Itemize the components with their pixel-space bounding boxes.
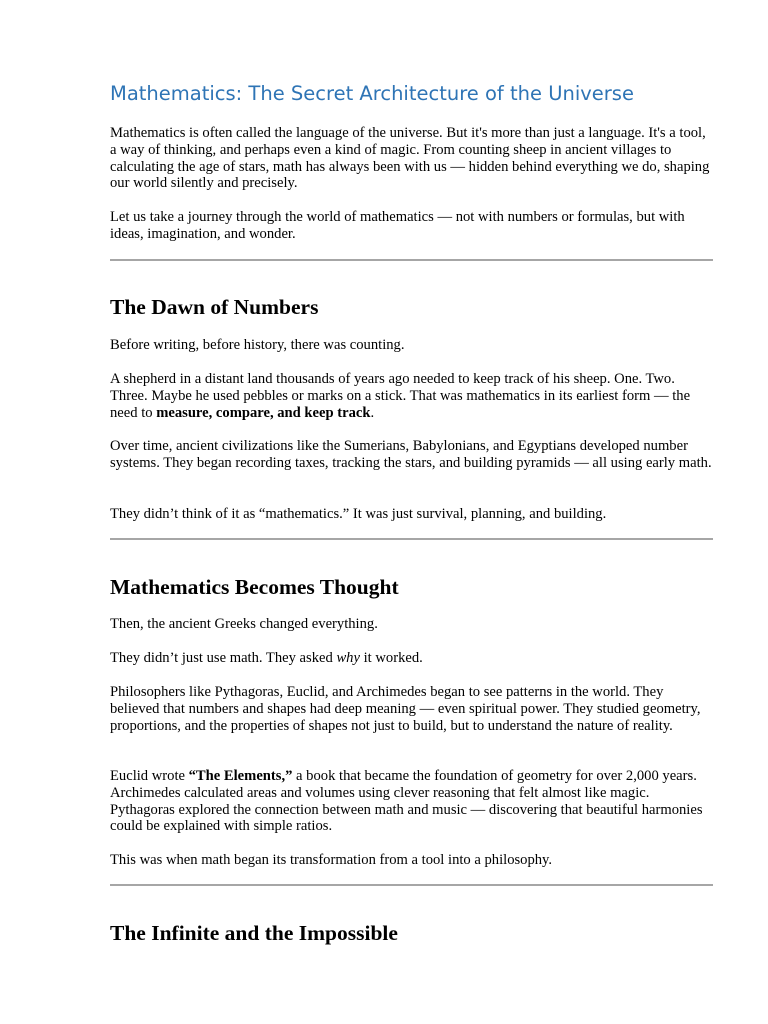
intro-paragraph-2: Let us take a journey through the world of mathematics — not with numbers or formulas, but with ideas, imagination, and wonder.	[110, 209, 685, 242]
section-divider-2	[110, 538, 713, 540]
thought-paragraph-2-text: They didn’t just use math. They asked	[110, 650, 337, 666]
thought-paragraph-2-italic: why	[336, 650, 360, 666]
thought-paragraph-4-bold: “The Elements,”	[188, 768, 293, 784]
thought-paragraph-4	[110, 768, 713, 835]
section-heading-mathematics-becomes-thought: Mathematics Becomes Thought	[110, 575, 399, 599]
thought-paragraph-4-end: a book that became the foundation of geometry for over 2,000 years. Archimedes calculated areas and volumes using clever reasoning that felt almost like magic. Pythagoras explored the connection between math and music — discovering that beautiful harmonies could be explained with simple ratios.	[110, 768, 703, 835]
dawn-paragraph-3: Over time, ancient civilizations like the Sumerians, Babylonians, and Egyptians developed number systems. They began recording taxes, tracking the stars, and building pyramids — all using early math.	[110, 438, 712, 471]
dawn-paragraph-4: They didn’t think of it as “mathematics.” It was just survival, planning, and building.	[110, 506, 607, 522]
section-heading-infinite-and-impossible: The Infinite and the Impossible	[110, 921, 398, 945]
document-title: Mathematics: The Secret Architecture of the Universe	[110, 82, 634, 105]
dawn-paragraph-1: Before writing, before history, there was counting.	[110, 337, 405, 353]
thought-paragraph-3: Philosophers like Pythagoras, Euclid, and Archimedes began to see patterns in the world. They believed that numbers and shapes had deep meaning — even spiritual power. They studied geometry, proportions, and the properties of shapes not just to build, but to understand the nature of reality.	[110, 684, 701, 734]
section-heading-dawn-of-numbers: The Dawn of Numbers	[110, 295, 319, 319]
thought-paragraph-2-end: it worked.	[359, 650, 423, 666]
dawn-paragraph-2-end: .	[370, 404, 375, 421]
dawn-paragraph-2	[110, 371, 713, 421]
thought-paragraph-4-text: Euclid wrote	[110, 768, 189, 784]
dawn-paragraph-2-bold: measure, compare, and keep track	[156, 404, 371, 421]
intro-paragraph-1: Mathematics is often called the language of the universe. But it's more than just a language. It's a tool, a way of thinking, and perhaps even a kind of magic. From counting sheep in ancient villages to calculating the age of stars, math has always been with us — hidden behind everything we do, shaping our world silently and precisely.	[110, 125, 710, 192]
section-divider-3	[110, 884, 713, 886]
section-divider-1	[110, 259, 713, 261]
thought-paragraph-2	[110, 650, 713, 667]
thought-paragraph-1: Then, the ancient Greeks changed everything.	[110, 616, 378, 632]
thought-paragraph-5: This was when math began its transformation from a tool into a philosophy.	[110, 852, 553, 868]
dawn-paragraph-2-text: A shepherd in a distant land thousands of years ago needed to keep track of his sheep. One. Two. Three. Maybe he used pebbles or marks on a stick. That was mathematics in its earliest form — the need to	[110, 371, 691, 421]
